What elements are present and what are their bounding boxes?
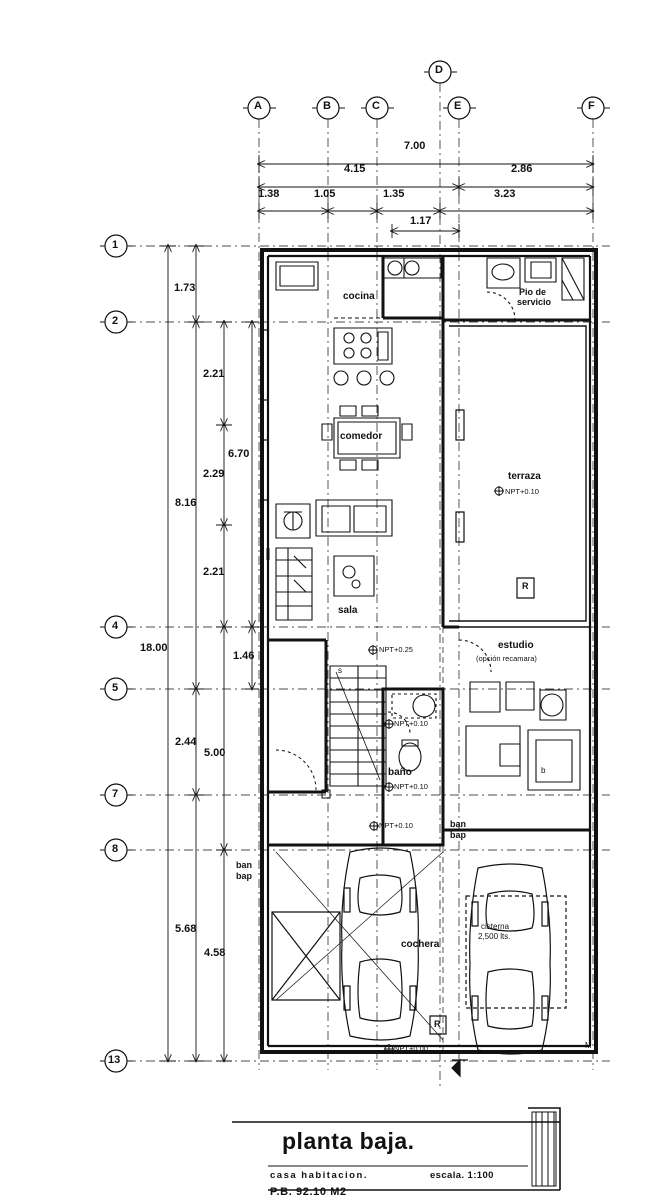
grid-label-1: 1: [112, 239, 119, 251]
dimension-text: 1.73: [174, 282, 196, 294]
grid-label-4: 4: [112, 620, 119, 632]
drawing-subtitle: casa habitacion.: [270, 1170, 368, 1181]
scale-label: escala. 1:100: [430, 1170, 494, 1181]
room-label-comedor: comedor: [340, 431, 383, 442]
furniture-label: b: [541, 766, 546, 775]
level-annotation: NPT+0.10: [505, 487, 539, 496]
dimension-text: 1.46: [233, 650, 255, 662]
bap-label-right: bap: [450, 830, 467, 840]
cistern-label: cisterna: [481, 922, 510, 931]
room-label-patio-servicio-2: servicio: [517, 297, 552, 307]
meter-label: M: [585, 1041, 592, 1050]
dimension-text: 1.17: [410, 215, 432, 227]
room-label-estudio-option: (opción recamara): [476, 654, 537, 663]
grid-label-C: C: [372, 100, 380, 112]
dimension-text: 8.16: [175, 497, 197, 509]
dimension-text: 1.05: [314, 188, 336, 200]
ban-label-left: ban: [236, 860, 253, 870]
grid-label-D: D: [435, 64, 443, 76]
registro-label-lower: R: [434, 1019, 441, 1029]
bap-label-left: bap: [236, 871, 253, 881]
dimension-text: 2.21: [203, 566, 225, 578]
dimension-text: 5.00: [204, 747, 226, 759]
dimension-text: 18.00: [140, 642, 168, 654]
dimension-text: 4.15: [344, 163, 366, 175]
level-annotation: NPT+0.10: [394, 719, 428, 728]
dimension-text: 2.29: [203, 468, 225, 480]
grid-label-2: 2: [112, 315, 119, 327]
room-label-cocina: cocina: [343, 291, 375, 302]
cistern-capacity: 2,500 lts.: [478, 932, 511, 941]
dimension-text: 5.68: [175, 923, 197, 935]
level-annotation: NPT+0.25: [379, 645, 413, 654]
dimension-text: 1.35: [383, 188, 405, 200]
grid-label-5: 5: [112, 682, 119, 694]
dimension-text: 2.44: [175, 736, 197, 748]
grid-label-B: B: [323, 100, 331, 112]
level-annotation: NPT+0.10: [394, 782, 428, 791]
grid-label-F: F: [588, 100, 595, 112]
room-label-estudio: estudio: [498, 640, 534, 651]
dimension-text: 6.70: [228, 448, 250, 460]
grid-label-8: 8: [112, 843, 119, 855]
dimension-text: 2.86: [511, 163, 533, 175]
room-label-terraza: terraza: [508, 471, 541, 482]
grid-label-E: E: [454, 100, 462, 112]
room-label-patio-servicio-1: Pio de: [519, 287, 547, 297]
grid-label-13: 13: [108, 1054, 121, 1066]
dimension-text: 3.23: [494, 188, 516, 200]
dimension-text: 7.00: [404, 140, 426, 152]
page-title: planta baja.: [282, 1128, 415, 1154]
stair-label: s: [338, 666, 342, 675]
area-label: P.B. 92.10 M2: [270, 1186, 347, 1198]
dimension-text: 4.58: [204, 947, 226, 959]
grid-label-A: A: [254, 100, 262, 112]
dimension-text: 2.21: [203, 368, 225, 380]
grid-label-7: 7: [112, 788, 119, 800]
room-label-cochera: cochera: [401, 939, 440, 950]
dimension-text: 1.38: [258, 188, 280, 200]
registro-label-upper: R: [522, 581, 529, 591]
room-label-sala: sala: [338, 605, 358, 616]
ban-label-right: ban: [450, 819, 467, 829]
level-annotation: NPT+0.10: [379, 821, 413, 830]
level-annotation: NPT+0.00: [394, 1044, 428, 1053]
room-label-bano: baño: [388, 767, 412, 778]
